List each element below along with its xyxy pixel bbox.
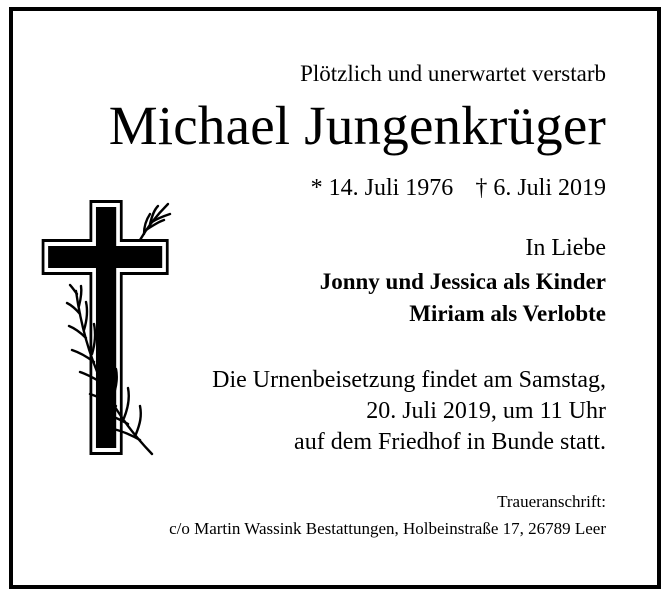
- in-love-text: In Liebe: [525, 235, 606, 261]
- memorial-symbol: [40, 196, 175, 466]
- deceased-name: Michael Jungenkrüger: [108, 95, 606, 156]
- life-dates: [311, 176, 606, 200]
- birth-date: * 14. Juli 1976: [310, 175, 454, 201]
- ceremony-line: auf dem Friedhof in Bunde statt.: [294, 429, 606, 455]
- mourning-address: c/o Martin Wassink Bestattungen, Holbeinstraße 17, 26789 Leer: [169, 519, 606, 538]
- address-label: Traueranschrift:: [497, 492, 606, 511]
- ceremony-line: Die Urnenbeisetzung findet am Samstag,: [212, 367, 606, 393]
- family-line: Miriam als Verlobte: [409, 301, 606, 326]
- death-date: † 6. Juli 2019: [475, 175, 606, 201]
- ceremony-line: 20. Juli 2019, um 11 Uhr: [366, 398, 606, 424]
- cross-icon: [40, 196, 175, 461]
- intro-text: Plötzlich und unerwartet verstarb: [300, 61, 606, 86]
- family-line: Jonny und Jessica als Kinder: [319, 269, 606, 294]
